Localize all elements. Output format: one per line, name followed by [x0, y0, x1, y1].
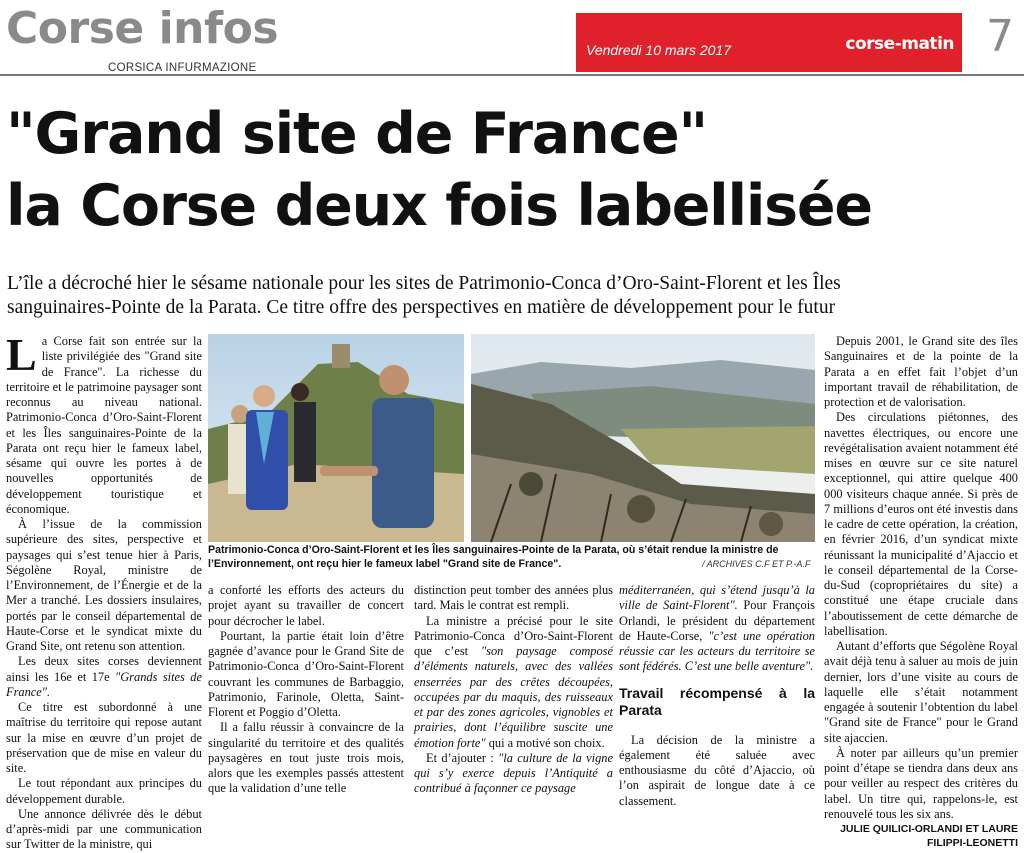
- paragraph-text: qui a motivé son choix.: [485, 735, 605, 750]
- paragraph: [619, 583, 815, 675]
- photo-caption: Patrimonio-Conca d’Oro-Saint-Florent et les Îles sanguinaires-Pointe de la Parata, où s’était rendue la ministre de l’Environnement, ont reçu hier le fameux label "Grand site de France".: [208, 544, 779, 570]
- drop-cap: L: [6, 329, 37, 380]
- header-divider: [0, 74, 1024, 76]
- paragraph: [414, 751, 613, 797]
- paragraph-text: La ministre a précisé pour le site Patrimonio-Conca d’Oro-Saint-Florent que c’est: [414, 613, 613, 658]
- paragraph: La décision de la ministre a également été saluée avec enthousiasme du côté d’Ajaccio, où l’on aspirait de longue date à ce classement.: [619, 732, 815, 808]
- lead-paragraph: [6, 329, 202, 517]
- paragraph: [414, 614, 613, 751]
- paragraph-text: a Corse fait son entrée sur la liste privilégiée des "Grand site de France". La richesse du territoire et le patrimoine paysager sont reconnus au niveau national. Patrimonio-Conca d’Oro-Saint-Florent et les Îles sanguinaires-Pointe de la Parata ont reçu hier le fameux label, sésame qui ouvre les portes à de nouvelles opportunités de développement touristique et économique.: [6, 334, 202, 516]
- paragraph: Le tout répondant aux principes du développement durable.: [6, 776, 202, 806]
- byline-line-1: JULIE QUILICI-ORLANDI ET LAURE: [840, 823, 1018, 835]
- masthead: [0, 0, 1024, 76]
- date-banner: [576, 13, 962, 72]
- article-column-1: [6, 329, 202, 853]
- standfirst-line-1: L’île a décroché hier le sésame nationale pour les sites de Patrimonio-Conca d’Oro-Saint-Florent et les Îles: [7, 273, 841, 294]
- paragraph-text: Pour François Orlandi, le président du département de Haute-Corse,: [619, 598, 816, 643]
- article-column-4: [619, 583, 815, 809]
- photo-landscape-image: [471, 334, 815, 542]
- quote-text: "son paysage composé d’éléments naturels, avec des vallées enserrées par des crêtes découpées, occupées par du maquis, des ruisseaux et par des zones agricoles, vignobles et prairies, dont l’équilibre suscite une émotion forte": [414, 644, 613, 750]
- photo-landscape: [471, 334, 815, 542]
- paragraph: À noter par ailleurs qu’un premier point d’étape se tiendra dans deux ans pour veiller au respect des critères du label. Un titre qui, rappelons-le, est renouvelé tous les six ans.: [824, 745, 1018, 821]
- article-column-2: [208, 583, 404, 797]
- page-number: 7: [986, 11, 1014, 62]
- headline-line-2: la Corse deux fois labellisée: [6, 173, 872, 239]
- paragraph: Ce titre est subordonné à une maîtrise du territoire qui repose autant sur la mise en œuvre d’un projet de préservation que de mise en valeur du site.: [6, 700, 202, 775]
- quote-text: "la culture de la vigne qui s’y exerce depuis l’Antiquité a contribué à façonner ce paysage: [414, 750, 613, 796]
- issue-date: Vendredi 10 mars 2017: [586, 42, 732, 58]
- article-headline: [6, 98, 1016, 242]
- paragraph: a conforté les efforts des acteurs du projet ayant su travailler de concert pour décrocher le label.: [208, 583, 404, 628]
- byline-line-2: FILIPPI-LEONETTI: [927, 837, 1018, 849]
- photo-minister-visit-image: [208, 334, 464, 542]
- newspaper-logo: corse-matin: [845, 34, 954, 54]
- quote-text: méditerranéen, qui s’étend jusqu’à la ville de Saint-Florent".: [619, 583, 815, 613]
- paragraph: Depuis 2001, le Grand site des îles Sanguinaires et de la pointe de la Parata a en effet fait l’objet d’un important travail de réhabilitation, de protection et de valorisation.: [824, 334, 1018, 409]
- paragraph: À l’issue de la commission supérieure des sites, perspective et paysages qui s’est tenue hier à Paris, Ségolène Royal, ministre de l’Environnement, de l’Énergie et de la Mer a tranché. Les dossiers insulaires, portés par le conseil départemental de Haute-Corse et le syndicat mixte du Grand Site, ont retenu son attention.: [6, 517, 202, 653]
- paragraph: Des circulations piétonnes, des navettes électriques, ou encore une revégétalisation avaient notamment été mises en œuvre sur ce site naturel exceptionnel, qui attire quelque 400 000 visiteurs chaque année. Si près de 7 millions d’euros ont été investis dans le cadre de cette opération, la création, en février 2016, d’un syndicat mixte réunissant la municipalité d’Ajaccio et le conseil départemental de la Corse-du-Sud (copropriétaires du site) a constitué une étape cruciale dans l’aboutissement de cette démarche de labellisation.: [824, 410, 1018, 638]
- article-standfirst: [7, 272, 1017, 320]
- paragraph: Une annonce délivrée dès le début d’après-midi par une communication sur Twitter de la ministre, qui: [6, 806, 202, 852]
- section-subheading: Travail récompensé à la Parata: [619, 684, 815, 718]
- article-column-5: [824, 334, 1018, 850]
- article-column-3: [414, 583, 613, 797]
- photo-minister-visit: [208, 334, 464, 542]
- paragraph: Il a fallu réussir à convaincre de la singularité du territoire et des qualités paysagères en tout juste trois mois, alors que les exemples passés attestent que la validation d’une telle: [208, 720, 404, 796]
- quote-text: "Grands sites de France".: [6, 669, 202, 699]
- author-byline: [824, 822, 1018, 850]
- paragraph: distinction peut tomber des années plus tard. Mais le contrat est rempli.: [414, 583, 613, 613]
- standfirst-line-2: sanguinaires-Pointe de la Parata. Ce titre offre des perspectives en matière de développement pour le futur: [7, 297, 836, 318]
- section-title: Corse infos: [6, 3, 279, 54]
- paragraph: Pourtant, la partie était loin d’être gagnée d’avance pour le Grand Site de Patrimonio-Conca d’Oro-Saint-Florent couvrant les communes de Barbaggio, Patrimonio, Farinole, Oletta, Saint-Florent et Poggio d’Oletta.: [208, 628, 404, 719]
- headline-line-1: "Grand site de France": [6, 101, 707, 167]
- photo-credit: / ARCHIVES C.F ET P.-A.F: [702, 559, 811, 569]
- paragraph-text: Les deux sites corses deviennent ainsi les 16e et 17e: [6, 654, 202, 684]
- quote-text: "c’est une opération réussie car les acteurs du territoire se sont fédérés. C’est une belle aventure".: [619, 628, 815, 674]
- paragraph: [6, 654, 202, 700]
- paragraph-text: Et d’ajouter :: [426, 750, 499, 765]
- section-subtitle: CORSICA INFURMAZIONE: [108, 62, 257, 74]
- paragraph: Autant d’efforts que Ségolène Royal avait déjà tenu à saluer au mois de juin dernier, lors d’une visite au cours de laquelle elle s’était notamment engagée à soutenir l’obtention du label "Grand site de France" pour le Grand site ajaccien.: [824, 639, 1018, 745]
